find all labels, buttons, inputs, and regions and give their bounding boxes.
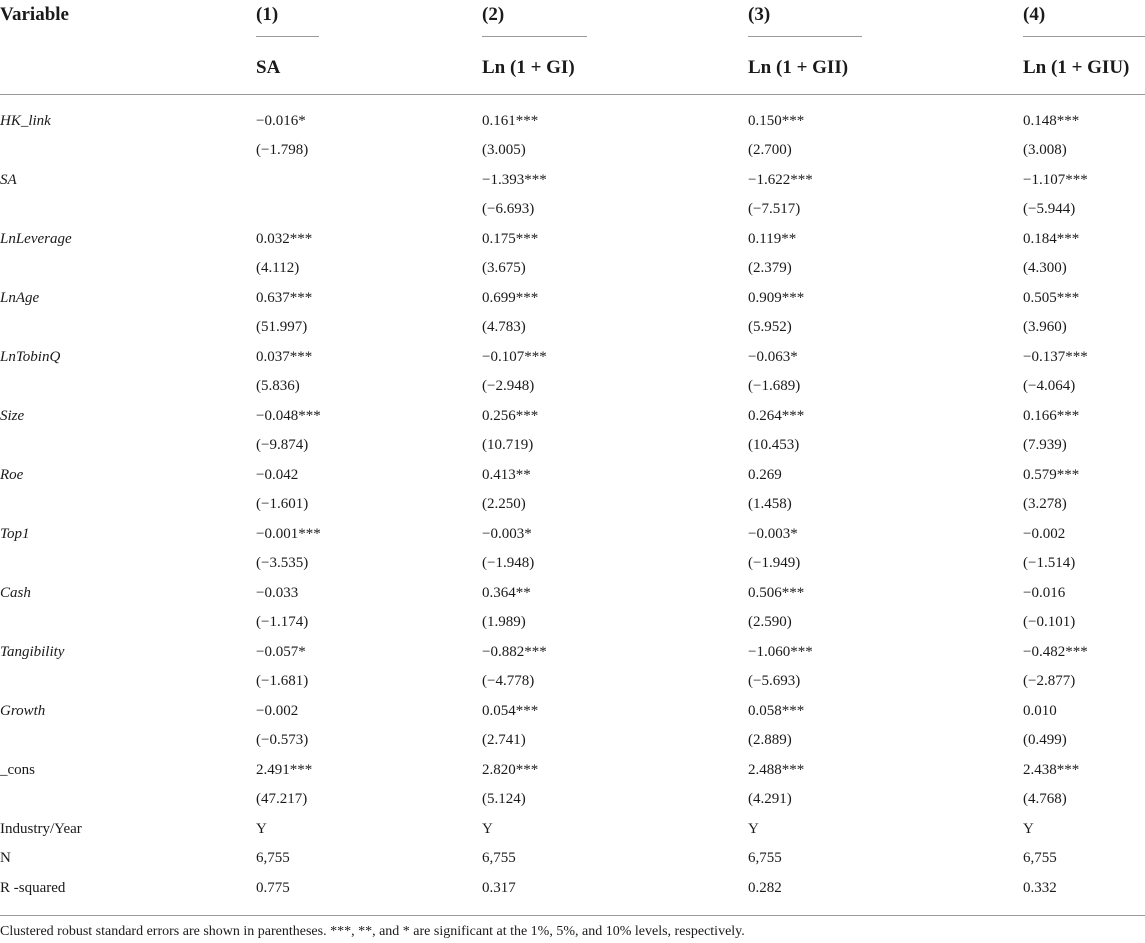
- cell-col1: (5.836): [256, 378, 300, 394]
- cell-col2: −1.393***: [482, 172, 547, 188]
- table-row: [0, 343, 1145, 372]
- row-label: LnLeverage: [0, 231, 72, 247]
- row-label: Cash: [0, 585, 31, 601]
- cell-col4: −0.482***: [1023, 644, 1088, 660]
- cell-col4: 6,755: [1023, 850, 1057, 866]
- cell-col2: 0.175***: [482, 231, 539, 247]
- cell-col1: 0.637***: [256, 290, 313, 306]
- cell-col3: −1.060***: [748, 644, 813, 660]
- cell-col4: (0.499): [1023, 732, 1067, 748]
- cell-col2: 0.413**: [482, 467, 531, 483]
- header-col1-rule: [256, 36, 319, 37]
- cell-col3: Y: [748, 821, 759, 837]
- cell-col4: −1.107***: [1023, 172, 1088, 188]
- table-row: [0, 254, 1145, 283]
- header-col4-rule: [1023, 36, 1145, 37]
- cell-col1: 0.775: [256, 880, 290, 896]
- cell-col4: −0.002: [1023, 526, 1066, 542]
- cell-col3: −0.063*: [748, 349, 798, 365]
- cell-col2: −0.107***: [482, 349, 547, 365]
- table-row: [0, 136, 1145, 165]
- cell-col2: (−4.778): [482, 673, 535, 689]
- cell-col3: 0.058***: [748, 703, 805, 719]
- cell-col4: 0.184***: [1023, 231, 1080, 247]
- header-col1-number: (1): [256, 4, 279, 25]
- table-row: [0, 166, 1145, 195]
- cell-col1: 0.037***: [256, 349, 313, 365]
- cell-col3: (4.291): [748, 791, 792, 807]
- table-row: [0, 107, 1145, 136]
- row-label: Tangibility: [0, 644, 65, 660]
- cell-col1: 0.032***: [256, 231, 313, 247]
- table-row: [0, 638, 1145, 667]
- cell-col1: (−1.174): [256, 614, 309, 630]
- table-row: [0, 726, 1145, 755]
- cell-col3: (5.952): [748, 319, 792, 335]
- table-row: [0, 225, 1145, 254]
- cell-col2: (3.675): [482, 260, 526, 276]
- cell-col4: 0.166***: [1023, 408, 1080, 424]
- row-label: HK_link: [0, 113, 51, 129]
- cell-col4: (3.960): [1023, 319, 1067, 335]
- table-row: [0, 756, 1145, 785]
- cell-col2: 0.161***: [482, 113, 539, 129]
- row-label: _cons: [0, 762, 35, 778]
- cell-col4: (−0.101): [1023, 614, 1076, 630]
- table-row: [0, 579, 1145, 608]
- table-row: [0, 402, 1145, 431]
- cell-col4: (−5.944): [1023, 201, 1076, 217]
- cell-col4: −0.016: [1023, 585, 1066, 601]
- table-row: [0, 313, 1145, 342]
- table-row: [0, 490, 1145, 519]
- cell-col2: (−6.693): [482, 201, 535, 217]
- cell-col3: 0.282: [748, 880, 782, 896]
- header-variable: Variable: [0, 4, 69, 25]
- row-label: LnTobinQ: [0, 349, 61, 365]
- cell-col2: 0.054***: [482, 703, 539, 719]
- cell-col1: (−3.535): [256, 555, 309, 571]
- cell-col2: 0.364**: [482, 585, 531, 601]
- header-col3-dependent: Ln (1 + GII): [748, 57, 849, 78]
- cell-col2: (2.741): [482, 732, 526, 748]
- cell-col3: (−1.949): [748, 555, 801, 571]
- cell-col2: (4.783): [482, 319, 526, 335]
- cell-col1: −0.042: [256, 467, 299, 483]
- row-label: Industry/Year: [0, 821, 82, 837]
- cell-col3: (−1.689): [748, 378, 801, 394]
- cell-col4: (7.939): [1023, 437, 1067, 453]
- row-label: Roe: [0, 467, 24, 483]
- cell-col1: (−1.681): [256, 673, 309, 689]
- cell-col2: 0.317: [482, 880, 516, 896]
- cell-col3: (2.889): [748, 732, 792, 748]
- table-row: [0, 874, 1145, 903]
- header-col2-number: (2): [482, 4, 505, 25]
- cell-col4: 0.579***: [1023, 467, 1080, 483]
- header-bottom-rule: [0, 94, 1145, 95]
- header-col4-number: (4): [1023, 4, 1046, 25]
- cell-col2: (10.719): [482, 437, 534, 453]
- table-row: [0, 844, 1145, 873]
- cell-col4: (−1.514): [1023, 555, 1076, 571]
- cell-col3: 0.909***: [748, 290, 805, 306]
- row-label: Growth: [0, 703, 46, 719]
- table-row: [0, 815, 1145, 844]
- cell-col3: (10.453): [748, 437, 800, 453]
- cell-col2: (−2.948): [482, 378, 535, 394]
- table-row: [0, 372, 1145, 401]
- cell-col2: (1.989): [482, 614, 526, 630]
- cell-col3: 0.119**: [748, 231, 797, 247]
- cell-col4: Y: [1023, 821, 1034, 837]
- table-footnote: Clustered robust standard errors are shown in parentheses. ***, **, and * are significant at the 1%, 5%, and 10% levels, respectively.: [0, 924, 745, 939]
- cell-col1: −0.002: [256, 703, 299, 719]
- header-col2-dependent: Ln (1 + GI): [482, 57, 575, 78]
- cell-col1: −0.016*: [256, 113, 306, 129]
- cell-col2: 0.699***: [482, 290, 539, 306]
- cell-col3: (2.379): [748, 260, 792, 276]
- cell-col3: 2.488***: [748, 762, 805, 778]
- cell-col3: (2.700): [748, 142, 792, 158]
- cell-col4: 0.332: [1023, 880, 1057, 896]
- cell-col1: −0.001***: [256, 526, 321, 542]
- cell-col2: 6,755: [482, 850, 516, 866]
- cell-col1: −0.033: [256, 585, 299, 601]
- cell-col3: 6,755: [748, 850, 782, 866]
- cell-col3: 0.269: [748, 467, 782, 483]
- cell-col1: (47.217): [256, 791, 308, 807]
- cell-col4: (4.300): [1023, 260, 1067, 276]
- table-row: [0, 697, 1145, 726]
- cell-col4: (−4.064): [1023, 378, 1076, 394]
- cell-col3: (−5.693): [748, 673, 801, 689]
- cell-col4: (−2.877): [1023, 673, 1076, 689]
- cell-col4: −0.137***: [1023, 349, 1088, 365]
- header-col1-dependent: SA: [256, 57, 281, 78]
- table-row: [0, 461, 1145, 490]
- header-col3-number: (3): [748, 4, 771, 25]
- cell-col4: (3.278): [1023, 496, 1067, 512]
- cell-col2: 0.256***: [482, 408, 539, 424]
- cell-col1: −0.057*: [256, 644, 306, 660]
- header-col2-rule: [482, 36, 587, 37]
- cell-col2: −0.882***: [482, 644, 547, 660]
- cell-col3: −1.622***: [748, 172, 813, 188]
- row-label: N: [0, 850, 11, 866]
- row-label: LnAge: [0, 290, 40, 306]
- cell-col1: 2.491***: [256, 762, 313, 778]
- cell-col2: (−1.948): [482, 555, 535, 571]
- table-row: [0, 549, 1145, 578]
- header-col4-dependent: Ln (1 + GIU): [1023, 57, 1130, 78]
- cell-col1: (−1.601): [256, 496, 309, 512]
- table-row: [0, 431, 1145, 460]
- cell-col2: (5.124): [482, 791, 526, 807]
- table-row: [0, 667, 1145, 696]
- cell-col3: (1.458): [748, 496, 792, 512]
- cell-col2: 2.820***: [482, 762, 539, 778]
- row-label: R -squared: [0, 880, 66, 896]
- cell-col2: (3.005): [482, 142, 526, 158]
- cell-col1: (51.997): [256, 319, 308, 335]
- cell-col3: −0.003*: [748, 526, 798, 542]
- cell-col3: (−7.517): [748, 201, 801, 217]
- cell-col4: (4.768): [1023, 791, 1067, 807]
- cell-col2: −0.003*: [482, 526, 532, 542]
- cell-col3: 0.150***: [748, 113, 805, 129]
- cell-col1: (−9.874): [256, 437, 309, 453]
- table-row: [0, 608, 1145, 637]
- row-label: Top1: [0, 526, 30, 542]
- row-label: Size: [0, 408, 25, 424]
- cell-col3: 0.506***: [748, 585, 805, 601]
- cell-col1: (4.112): [256, 260, 300, 276]
- table-row: [0, 520, 1145, 549]
- cell-col4: 2.438***: [1023, 762, 1080, 778]
- cell-col1: (−1.798): [256, 142, 309, 158]
- table-row: [0, 785, 1145, 814]
- cell-col4: 0.148***: [1023, 113, 1080, 129]
- cell-col1: −0.048***: [256, 408, 321, 424]
- cell-col3: 0.264***: [748, 408, 805, 424]
- table-row: [0, 284, 1145, 313]
- cell-col4: (3.008): [1023, 142, 1067, 158]
- cell-col1: (−0.573): [256, 732, 309, 748]
- cell-col1: 6,755: [256, 850, 290, 866]
- cell-col2: Y: [482, 821, 493, 837]
- table-bottom-rule: [0, 915, 1145, 916]
- cell-col4: 0.505***: [1023, 290, 1080, 306]
- cell-col2: (2.250): [482, 496, 526, 512]
- cell-col4: 0.010: [1023, 703, 1057, 719]
- cell-col1: Y: [256, 821, 267, 837]
- header-col3-rule: [748, 36, 862, 37]
- row-label: SA: [0, 172, 17, 188]
- cell-col3: (2.590): [748, 614, 792, 630]
- table-row: [0, 195, 1145, 224]
